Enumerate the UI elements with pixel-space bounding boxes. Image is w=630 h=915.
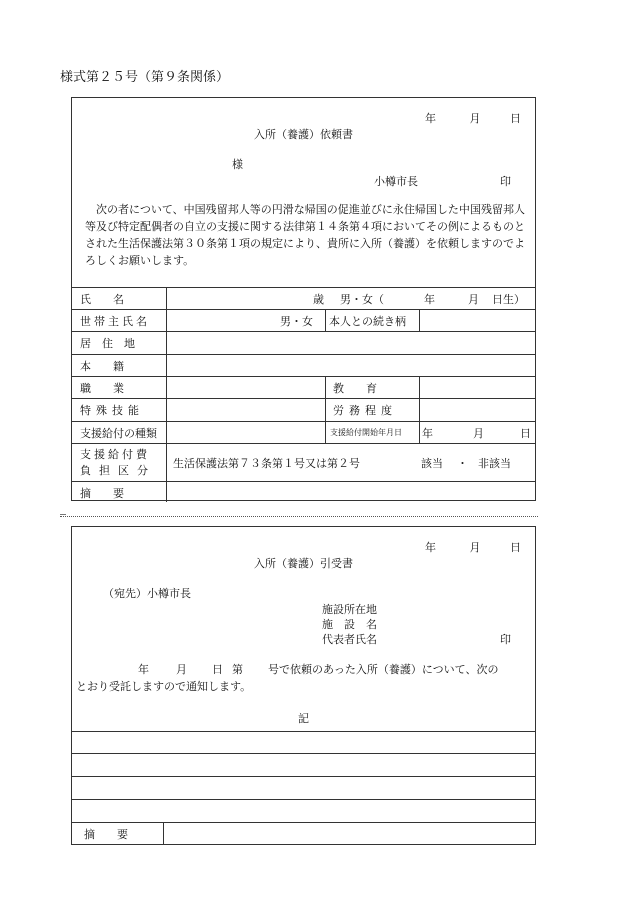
ref-no: 第 [232,663,243,676]
blank-line [72,753,535,754]
row-line [72,481,535,482]
benefit-month: 月 [473,427,484,440]
mid-divider [325,376,326,443]
table-top-line [72,287,535,288]
acceptance-addressee: （宛先）小樽市長 [103,587,191,600]
burden-yes: 該当 [421,457,443,470]
benefit-day: 日 [520,427,531,440]
facility-address-label: 施設所在地 [322,603,377,616]
request-title: 入所（養護）依頼書 [254,128,353,141]
label-name: 氏 名 [80,293,124,306]
ki-mark: 記 [298,712,309,725]
label-burden-1: 支援給付費 [80,448,150,461]
date-day: 日 [510,112,521,125]
date-year: 年 [425,112,436,125]
acceptance-body-line2: とおり受託しますので通知します。 [76,680,252,693]
date-year: 年 [425,541,436,554]
mid-divider [419,309,420,331]
blank-line [72,776,535,777]
form-number: 様式第２５号（第９条関係） [60,70,230,85]
date-month: 月 [469,112,481,125]
ref-month: 月 [176,663,187,676]
request-form [71,97,536,501]
remarks-divider [163,822,164,845]
representative-label: 代表者氏名 [322,633,377,646]
blank-line [72,731,535,732]
acceptance-seal: 印 [500,633,511,646]
blank-line [72,799,535,800]
label-labor-level: 労務程度 [333,404,397,417]
date-day: 日 [510,541,521,554]
burden-dot: ・ [457,457,468,470]
burden-law: 生活保護法第７３条第１号又は第２号 [173,457,360,470]
mid-divider [419,376,420,443]
label-domicile: 本 籍 [80,360,124,373]
row-line [72,331,535,332]
acceptance-form [71,526,536,845]
facility-name-label: 施 設 名 [322,618,377,631]
burden-no: 非該当 [478,457,511,470]
addressee-suffix: 様 [232,158,243,171]
age-unit: 歳 [313,293,324,306]
ref-day: 日 [212,663,223,676]
acceptance-remarks-label: 摘 要 [84,828,128,841]
blank-line [72,822,535,823]
row-line [72,354,535,355]
benefit-year: 年 [422,427,433,440]
row-line [72,443,535,444]
mid-divider [325,309,326,331]
label-benefit-type: 支援給付の種類 [80,427,157,440]
cut-line [60,516,538,517]
birth-month: 月 [468,293,479,306]
row-line [72,421,535,422]
label-relation: 本人との続き柄 [329,315,406,328]
cut-mark [60,514,66,515]
birth-day: 日生） [492,293,525,306]
birth-year: 年 [424,293,435,306]
date-month: 月 [469,541,481,554]
label-education: 教 育 [333,382,377,395]
row-line [72,309,535,310]
label-residence: 居 住 地 [80,337,135,350]
sender-name: 小樽市長 [374,175,418,188]
sex-choice: 男・女（ [340,293,384,306]
acceptance-title: 入所（養護）引受書 [254,557,353,570]
label-divider [166,287,167,502]
label-burden-2: 負担区分 [80,464,156,477]
label-household-head: 世帯主氏名 [80,315,150,328]
ref-year: 年 [138,663,149,676]
head-sex-choice: 男・女 [280,315,313,328]
label-special-skills: 特殊技能 [80,404,144,417]
acceptance-date [425,539,521,555]
sender-seal: 印 [500,175,511,188]
row-line [72,398,535,399]
request-date [425,110,521,126]
label-remarks: 摘 要 [80,487,124,500]
label-benefit-start: 支援給付開始年月日 [330,428,402,437]
ref-rest: 号で依頼のあった入所（養護）について、次の [268,663,499,676]
request-body: 次の者について、中国残留邦人等の円滑な帰国の促進並びに永住帰国した中国残留邦人等及び特定配偶者の自立の支援に関する法律第１４条第４項においてその例によるものとされた生活保護法第３０条第１項の規定により、貴所に入所（養護）を依頼しますのでよろしくお願いします。 [85,203,525,267]
row-line [72,376,535,377]
label-occupation: 職 業 [80,382,124,395]
